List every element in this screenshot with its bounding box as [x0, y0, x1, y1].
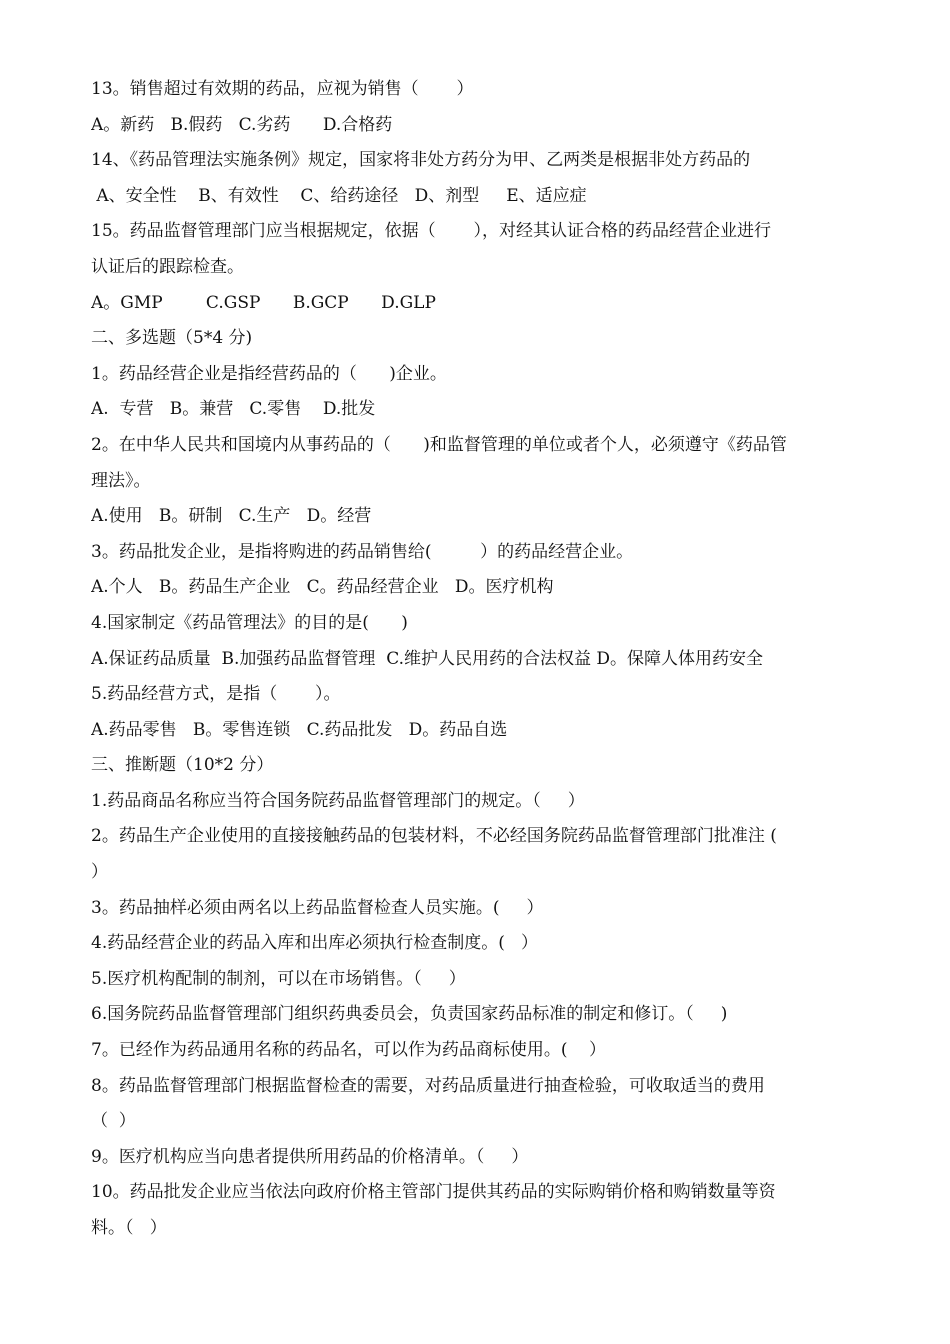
text-line-tf6: 6.国务院药品监督管理部门组织药典委员会，负责国家药品标准的制定和修订。（ )	[91, 1004, 728, 1025]
text-line-tf4: 4.药品经营企业的药品入库和出库必须执行检查制度。( ）	[91, 933, 539, 954]
text-line-mc4-options: A.保证药品质量 B.加强药品监督管理 C.维护人民用药的合法权益 D。保障人体用药安全	[91, 648, 764, 669]
text-line-mc2-cont: 理法》。	[91, 470, 151, 491]
text-line-mc3-options: A.个人 B。药品生产企业 C。药品经营企业 D。医疗机构	[91, 577, 554, 598]
text-line-tf2: 2。药品生产企业使用的直接接触药品的包装材料，不必经国务院药品监督管理部门批准注 (	[91, 826, 777, 847]
section-heading-true-false: 三、推断题（10*2 分）	[91, 755, 274, 776]
text-line-mc1: 1。药品经营企业是指经营药品的（ )企业。	[91, 363, 447, 384]
text-line-mc3: 3。药品批发企业，是指将购进的药品销售给( ）的药品经营企业。	[91, 541, 634, 562]
text-line-q15-cont: 认证后的跟踪检查。	[91, 256, 244, 277]
text-line-q13: 13。销售超过有效期的药品，应视为销售（ ）	[91, 79, 474, 99]
text-line-tf1: 1.药品商品名称应当符合国务院药品监督管理部门的规定。（ ）	[91, 790, 585, 811]
text-line-tf9: 9。医疗机构应当向患者提供所用药品的价格清单。（ ）	[91, 1146, 529, 1167]
text-line-mc2-options: A.使用 B。研制 C.生产 D。经营	[91, 506, 372, 527]
text-line-mc5-options: A.药品零售 B。零售连锁 C.药品批发 D。药品自选	[91, 719, 508, 740]
text-line-q15: 15。药品监督管理部门应当根据规定，依据（ ），对经其认证合格的药品经营企业进行	[91, 221, 771, 242]
text-line-tf10-cont: 料。（ ）	[91, 1218, 167, 1238]
text-line-q13-options: A。新药 B.假药 C.劣药 D.合格药	[91, 114, 393, 135]
text-line-tf8-cont: （ ）	[91, 1111, 136, 1132]
text-line-tf2-cont: ）	[91, 862, 108, 883]
text-line-mc5: 5.药品经营方式，是指（ ）。	[91, 684, 341, 705]
text-line-tf3: 3。药品抽样必须由两名以上药品监督检查人员实施。( ）	[91, 897, 544, 918]
text-line-tf10: 10。药品批发企业应当依法向政府价格主管部门提供其药品的实际购销价格和购销数量等资	[91, 1182, 776, 1203]
text-line-q14-options: A、安全性 B、有效性 C、给药途径 D、剂型 E、适应症	[91, 185, 587, 206]
text-line-tf5: 5.医疗机构配制的制剂，可以在市场销售。（ ）	[91, 968, 466, 989]
text-line-tf7: 7。已经作为药品通用名称的药品名，可以作为药品商标使用。( ）	[91, 1040, 607, 1061]
text-line-mc4: 4.国家制定《药品管理法》的目的是( )	[91, 612, 408, 633]
text-line-tf8: 8。药品监督管理部门根据监督检查的需要，对药品质量进行抽查检验，可收取适当的费用	[91, 1075, 765, 1096]
text-line-mc1-options: A. 专营 B。兼营 C.零售 D.批发	[91, 399, 376, 420]
text-line-q15-options: A。GMP C.GSP B.GCP D.GLP	[91, 292, 436, 313]
section-heading-multiple-choice: 二、多选题（5*4 分)	[91, 328, 253, 349]
text-line-mc2: 2。在中华人民共和国境内从事药品的（ )和监督管理的单位或者个人，必须遵守《药品管	[91, 434, 787, 455]
text-line-q14: 14、《药品管理法实施条例》规定，国家将非处方药分为甲、乙两类是根据非处方药品的	[91, 150, 751, 171]
